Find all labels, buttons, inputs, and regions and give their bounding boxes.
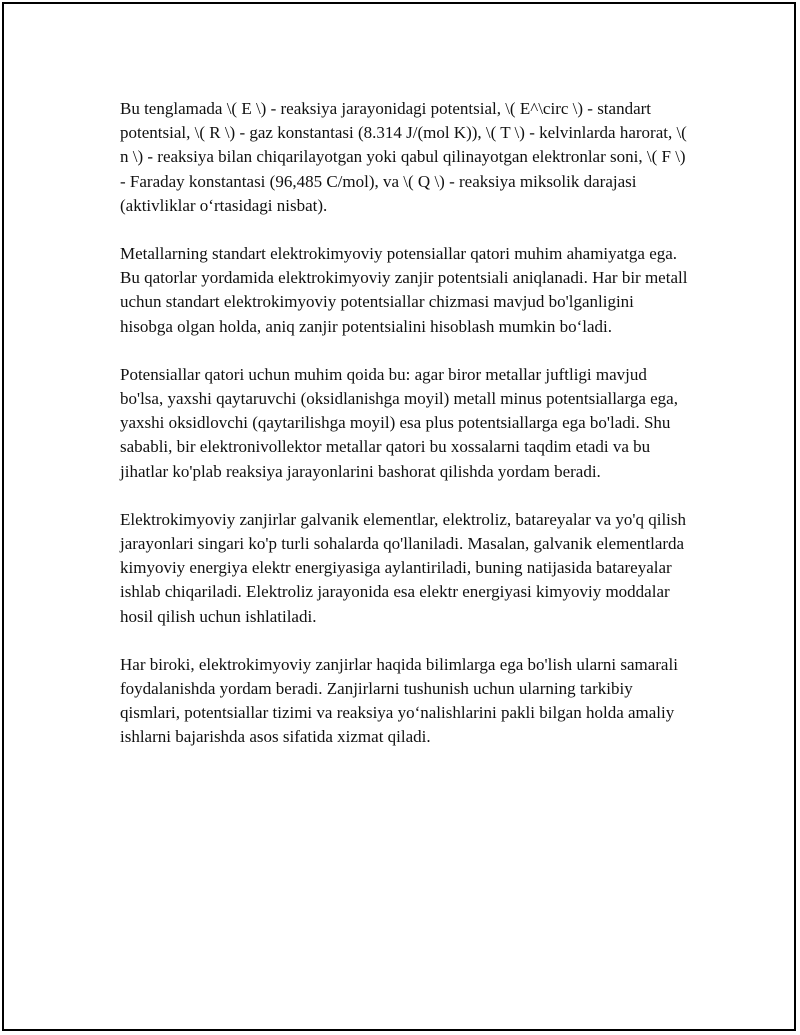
paragraph-applications: Elektrokimyoviy zanjirlar galvanik elementlar, elektroliz, batareyalar va yo'q qilish jarayonlari singari ko'p turli sohalarda qo'llaniladi. Masalan, galvanik elementlarda kimyoviy energiya elektr energiyasiga aylantiriladi, buning natijasida batareyalar ishlab chiqariladi. Elektroliz jarayonida esa elektr energiyasi kimyoviy moddalar hosil qilish uchun ishlatiladi.: [120, 509, 687, 626]
document-body: [120, 97, 690, 774]
paragraph-potential-series-rule: Potensiallar qatori uchun muhim qoida bu: agar biror metallar juftligi mavjud bo'lsa, yaxshi qaytaruvchi (oksidlanishga moyil) metall minus potentsiallarga ega, yaxshi oksidlovchi (qaytarilishga moyil) esa plus potentsiallarga ega bo'ladi. Shu sababli, bir elektronivollektor metallar qatori bu xossalarni taqdim etadi va bu jihatlar ko'plab reaksiya jarayonlarini bashorat qilishda yordam beradi.: [120, 364, 678, 481]
paragraph-standard-potentials: Metallarning standart elektrokimyoviy potensiallar qatori muhim ahamiyatga ega. Bu qatorlar yordamida elektrokimyoviy zanjir potentsiali aniqlanadi. Har bir metall uchun standart elektrokimyoviy potentsiallar chizmasi mavjud bo'lganligini hisobga olgan holda, aniq zanjir potentsialini hisoblash mumkin bo‘ladi.: [120, 244, 688, 336]
paragraph-equation-terms: Bu tenglamada \( E \) - reaksiya jarayonidagi potentsial, \( E^\circ \) - standart potentsial, \( R \) - gaz konstantasi (8.314 J/(mol K)), \( T \) - kelvinlarda harorat, \( n \) - reaksiya bilan chiqarilayotgan yoki qabul qilinayotgan elektronlar soni, \( F \) - Faraday konstantasi (96,485 C/mol), va \( Q \) - reaksiya miksolik darajasi (aktivliklar o‘rtasidagi nisbat).: [120, 99, 687, 215]
paragraph-conclusion: Har biroki, elektrokimyoviy zanjirlar haqida bilimlarga ega bo'lish ularni samarali foydalanishda yordam beradi. Zanjirlarni tushunish uchun ularning tarkibiy qismlari, potentsiallar tizimi va reaksiya yo‘nalishlarini pakli bilgan holda amaliy ishlarni bajarishda asos sifatida xizmat qiladi.: [120, 654, 678, 747]
document-page: [2, 2, 796, 1031]
